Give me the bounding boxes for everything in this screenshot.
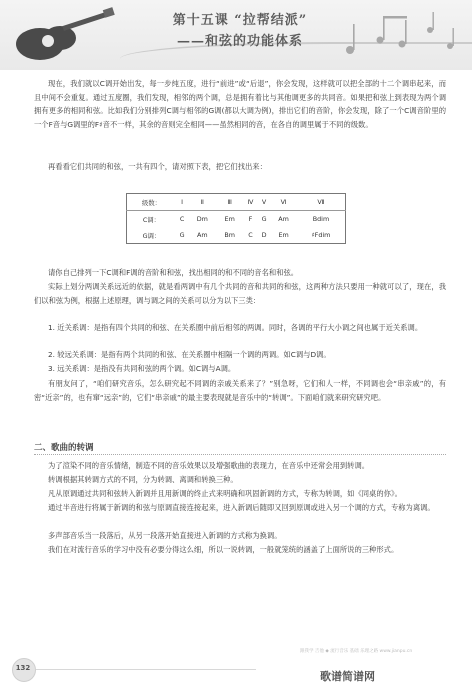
table-cell: Ⅴ	[258, 194, 270, 211]
watermark-text: 歌谱简谱网	[320, 670, 375, 683]
table-cell: Bm	[224, 231, 235, 239]
paragraph-tonicization-definition: 通过半音进行将属于新调的和弦与原调直接连接起来，进入新调后随即又回到原调或进入另一个调的方式，专称为离调。	[48, 503, 435, 512]
table-cell: G	[261, 215, 267, 223]
lesson-title	[150, 9, 330, 49]
chord-comparison-table	[126, 193, 346, 244]
paragraph-modulation-definition: 凡从原调通过共同和弦转入新调并且用新调的终止式来明确和巩固新调的方式，专称为转调，如《同桌的你》。	[48, 489, 402, 498]
table-cell: Am	[278, 215, 289, 223]
paragraph-modulation-types: 转调根据其转调方式的不同，分为转调、离调和转换三种。	[48, 475, 238, 484]
table-cell: D	[261, 231, 267, 239]
table-cell: G调：	[142, 231, 161, 240]
table-row	[127, 194, 346, 211]
title-line-1: 第十五课 “拉帮结派”	[172, 13, 308, 28]
table-cell: Ⅲ	[216, 194, 243, 211]
guitar-icon	[8, 6, 118, 68]
table-row	[127, 211, 346, 228]
table-cell: C调：	[142, 215, 161, 224]
page-number: 132	[15, 664, 31, 672]
table-cell: Ⅳ	[243, 194, 258, 211]
table-cell: Bdim	[312, 215, 330, 223]
table-cell: C	[179, 215, 185, 223]
section-heading: 二、歌曲的转调	[34, 443, 94, 453]
table-cell: Ⅱ	[188, 194, 216, 211]
table-cell: G	[179, 231, 185, 239]
paragraph-exercise: 请你自己排列一下C调和F调的音阶和和弦，找出相同的和不同的音名和和弦。	[48, 268, 299, 277]
table-cell: Dm	[196, 215, 208, 223]
music-notes-icon	[340, 10, 460, 60]
section-divider	[34, 454, 446, 455]
table-cell: F	[248, 215, 253, 223]
paragraph-intro: 现在，我们就以C调开始出发，每一步纯五度，进行“前进”或“后退”，你会发现，这样就可以把全部的十二个调串起来，而且中间不会重复。通过五度圈，我们发现，相邻的两个调，总是拥有着比与其他调更多的共同音。如果把和弦上到表现为两个调拥有更多的相同和弦。比如我们分别排列C调与相邻的G调(都以大调为例)，排出它们的音阶，你会发现，除了一个C调音阶里的一个F音与G调里的F♯音不一样，其余的音则完全相同——虽然相同的音，在各自的调里属于不同的级数。	[34, 79, 446, 130]
paragraph-close-keys: 1. 近关系调：是指有四个共同的和弦、在关系圈中前后相邻的两调。同时，各调的平行大小调之间也属于近关系调。	[48, 323, 423, 332]
paragraph-key-relations: 实际上划分两调关系远近的依据，就是看两调中有几个共同的音和共同的和弦，这两种方法只要用一种就可以了，现在，我们以和弦为例，根据上述原理，调与调之间的关系可以分为以下三类：	[34, 282, 446, 305]
paragraph-distant-keys: 3. 远关系调：是指没有共同和弦的两个调。如C调与A调。	[48, 364, 236, 373]
table-row	[127, 227, 346, 244]
paragraph-modulation-purpose: 为了渲染不同的音乐情绪，制造不同的音乐效果以及增强歌曲的表现力，在音乐中还常会用到转调。	[48, 461, 370, 470]
table-cell: Ⅵ	[270, 194, 297, 211]
paragraph-summary: 我们在对流行音乐的学习中没有必要分得这么细，所以一说转调，一般就笼统的涵盖了上面所说的三种形式。	[48, 545, 399, 554]
table-cell: ♯Fdim	[311, 231, 331, 239]
paragraph-key-change-definition: 多声部音乐当一段落后，从另一段落开始直接进入新调的方式称为换调。	[48, 531, 282, 540]
table-cell: Ⅶ	[297, 194, 346, 211]
table-cell: C	[248, 231, 253, 239]
table-cell: Em	[224, 215, 235, 223]
paragraph-medium-keys: 2. 较远关系调：是指有两个共同的和弦、在关系圈中相隔一个调的两调。如C调与D调。	[48, 350, 331, 359]
footer-divider	[36, 669, 256, 670]
paragraph-common-chords: 再看看它们共同的和弦，一共有四个，请对照下表，把它们找出来：	[48, 162, 267, 171]
table-cell: 级数：	[127, 194, 176, 211]
table-cell: Em	[278, 231, 289, 239]
table-cell: Ⅰ	[176, 194, 188, 211]
title-line-2: ——和弦的功能体系	[176, 34, 303, 49]
footer-small-text: 跟我学 吉他 ◆ 流行音乐 基础 乐理之路 www.jianpu.cn	[300, 649, 413, 654]
paragraph-transition: 有朋友问了，“咱们研究音乐，怎么研究起不同调的亲戚关系来了？”别急呀，它们和人一样，不同调也会“串亲戚”的，有密“近亲”的，也有窜“远亲”的，它们“串亲戚”的最主要表现就是音乐中的“转调”。下面咱们就来研究研究吧。	[34, 379, 446, 402]
table-cell: Am	[197, 231, 208, 239]
